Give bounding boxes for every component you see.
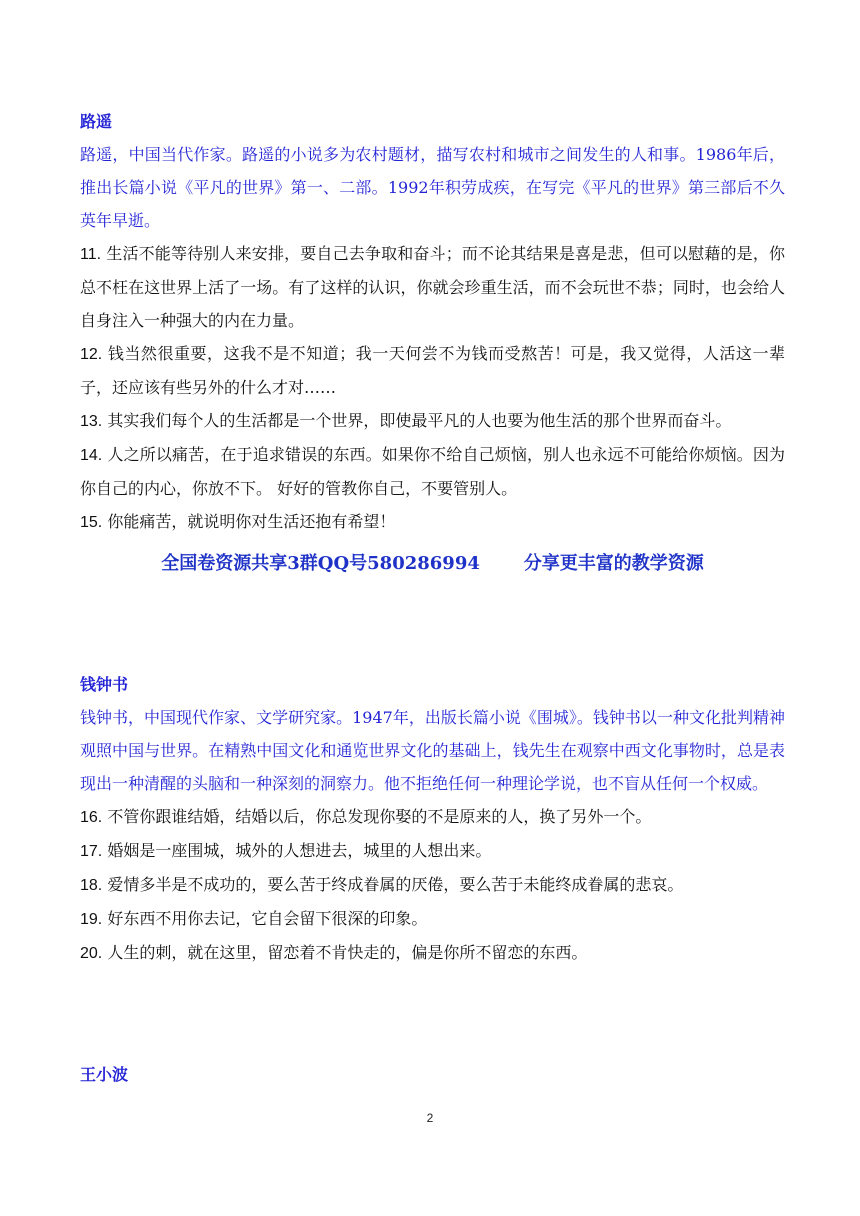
quote-item xyxy=(80,902,785,936)
quote-item xyxy=(80,868,785,902)
author-heading-qianzhongshu: 钱钟书 xyxy=(80,675,129,694)
quote-text: 你能痛苦，就说明你对生活还抱有希望！ xyxy=(107,512,396,531)
quote-item xyxy=(80,337,785,404)
resource-share-banner: 全国卷资源共享3群QQ号580286994 分享更丰富的教学资源 xyxy=(161,553,704,574)
quote-text: 爱情多半是不成功的，要么苦于终成眷属的厌倦，要么苦于未能终成眷属的悲哀。 xyxy=(107,875,684,894)
quote-number: 13. xyxy=(80,413,103,430)
quote-text: 生活不能等待别人来安排，要自己去争取和奋斗；而不论其结果是喜是悲，但可以慰藉的是，你总不枉在这世界上活了一场。有了这样的认识，你就会珍重生活，而不会玩世不恭；同时，也会给人自身注入一种强大的内在力量。 xyxy=(80,244,785,330)
quote-text: 好东西不用你去记，它自会留下很深的印象。 xyxy=(107,909,428,928)
quote-number: 14. xyxy=(80,447,103,464)
quote-text: 钱当然很重要，这我不是不知道；我一天何尝不为钱而受熬苦！可是，我又觉得，人活这一辈子，还应该有些另外的什么才对…… xyxy=(80,344,785,397)
quote-text: 其实我们每个人的生活都是一个世界，即使最平凡的人也要为他生活的那个世界而奋斗。 xyxy=(107,411,732,430)
quote-item xyxy=(80,936,785,970)
quote-item xyxy=(80,438,785,505)
page-number: 2 xyxy=(426,1111,434,1125)
quote-item xyxy=(80,505,785,539)
quote-number: 16. xyxy=(80,809,103,826)
page-content xyxy=(80,105,785,1091)
author-intro-qianzhongshu: 钱钟书，中国现代作家、文学研究家。1947年，出版长篇小说《围城》。钱钟书以一种文化批判精神观照中国与世界。在精熟中国文化和通览世界文化的基础上，钱先生在观察中西文化事物时，总是表现出一种清醒的头脑和一种深刻的洞察力。他不拒绝任何一种理论学说，也不盲从任何一个权威。 xyxy=(80,708,785,793)
quote-text: 不管你跟谁结婚，结婚以后，你总发现你娶的不是原来的人，换了另外一个。 xyxy=(107,807,652,826)
quote-number: 17. xyxy=(80,843,103,860)
quote-number: 15. xyxy=(80,514,103,531)
quote-number: 20. xyxy=(80,945,103,962)
quote-item xyxy=(80,404,785,438)
quote-text: 婚姻是一座围城，城外的人想进去，城里的人想出来。 xyxy=(107,841,492,860)
author-heading-luyao: 路遥 xyxy=(80,112,113,131)
quote-text: 人之所以痛苦，在于追求错误的东西。如果你不给自己烦恼，别人也永远不可能给你烦恼。因为你自己的内心，你放不下。 好好的管教你自己，不要管别人。 xyxy=(80,445,785,498)
quote-item xyxy=(80,834,785,868)
author-heading-wangxiaobo: 王小波 xyxy=(80,1065,129,1084)
author-intro-luyao: 路遥，中国当代作家。路遥的小说多为农村题材，描写农村和城市之间发生的人和事。1986年后，推出长篇小说《平凡的世界》第一、二部。1992年积劳成疾，在写完《平凡的世界》第三部后不久英年早逝。 xyxy=(80,145,785,230)
quote-number: 19. xyxy=(80,911,103,928)
quote-text: 人生的刺，就在这里，留恋着不肯快走的，偏是你所不留恋的东西。 xyxy=(107,943,588,962)
quote-item xyxy=(80,237,785,337)
spacer xyxy=(80,580,785,668)
quote-number: 11. xyxy=(80,246,102,263)
quote-number: 18. xyxy=(80,877,103,894)
quote-number: 12. xyxy=(80,346,103,363)
quote-item xyxy=(80,800,785,834)
spacer xyxy=(80,970,785,1058)
